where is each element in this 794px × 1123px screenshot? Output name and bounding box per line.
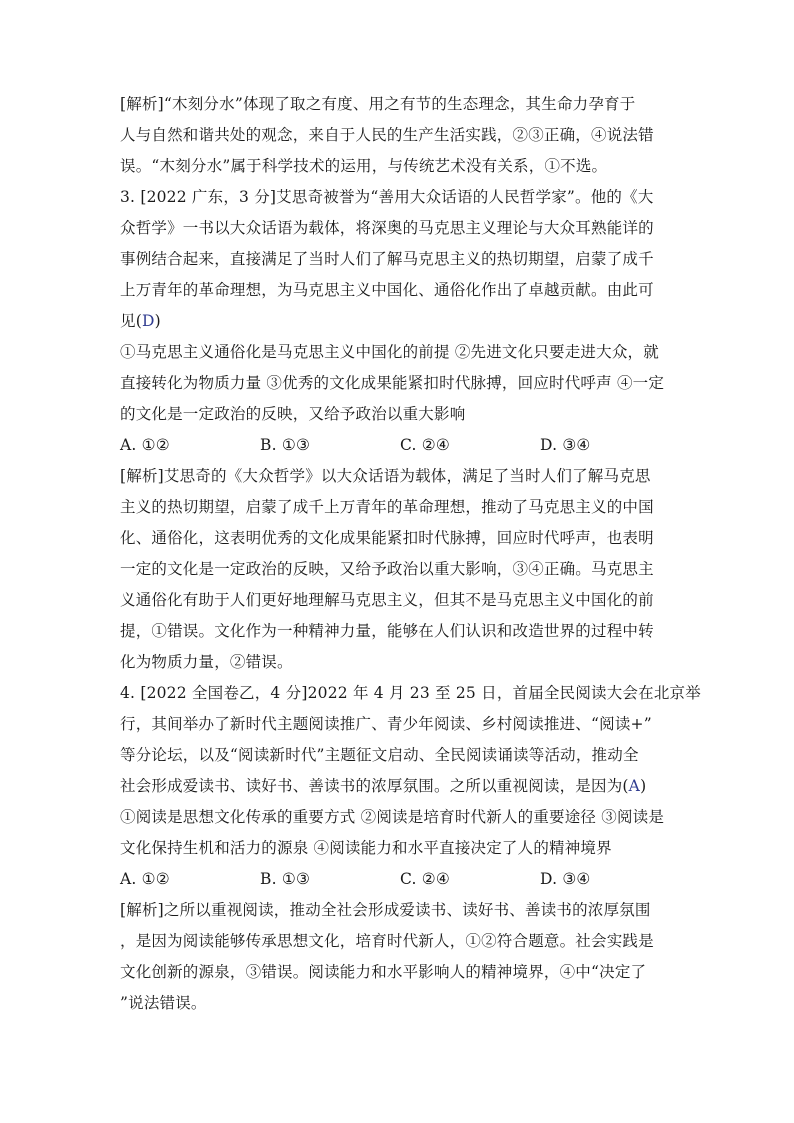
text-line: 主义的热切期望，启蒙了成千上万青年的革命理想，推动了马克思主义的中国 (120, 498, 654, 516)
text-line: 文化创新的源泉，③错误。阅读能力和水平影响人的精神境界，④中“决定了 (120, 963, 647, 981)
question-stem-end (120, 771, 680, 802)
option-d: D. ③④ (540, 870, 591, 888)
text-line: 误。“木刻分水”属于科学技术的运用，与传统艺术没有关系，①不选。 (120, 157, 608, 175)
analysis-block (120, 461, 680, 678)
question-stem-line: 4. [2022 全国卷乙，4 分]2022 年 4 月 23 至 25 日，首届全民阅读大会在北京举 (120, 684, 701, 702)
stem-end-text: 见( (120, 312, 142, 330)
options-row (120, 430, 680, 461)
question-4 (120, 678, 701, 895)
text-line: ”说法错误。 (120, 994, 207, 1012)
statement-line: 的文化是一定政治的反映，又给予政治以重大影响 (120, 405, 466, 423)
analysis-block (120, 89, 680, 182)
text-line: [解析]“木刻分水”体现了取之有度、用之有节的生态理念，其生命力孕育于 (120, 95, 636, 113)
text-line: 化、通俗化，这表明优秀的文化成果能紧扣时代脉搏，回应时代呼声，也表明 (120, 529, 654, 547)
statement-line: ①马克思主义通俗化是马克思主义中国化的前提 ②先进文化只要走进大众，就 (120, 343, 659, 361)
option-d: D. ③④ (540, 436, 591, 454)
page-content (120, 89, 701, 1019)
option-c: C. ②④ (400, 436, 450, 454)
statement-line: ①阅读是思想文化传承的重要方式 ②阅读是培育时代新人的重要途径 ③阅读是 (120, 808, 665, 826)
answer-letter: D (141, 312, 155, 330)
question-stem-line: 等分论坛，以及“阅读新时代”主题征文启动、全民阅读诵读等活动，推动全 (120, 746, 639, 764)
question-stem-line: 行，其间举办了新时代主题阅读推广、青少年阅读、乡村阅读推进、“阅读+” (120, 715, 652, 733)
text-line: 义通俗化有助于人们更好地理解马克思主义，但其不是马克思主义中国化的前 (120, 591, 654, 609)
text-line: 人与自然和谐共处的观念，来自于人民的生产生活实践，②③正确，④说法错 (120, 126, 654, 144)
text-line: 提，①错误。文化作为一种精神力量，能够在人们认识和改造世界的过程中转 (120, 622, 654, 640)
answer-letter: A (628, 777, 641, 795)
question-stem-line: 事例结合起来，直接满足了当时人们了解马克思主义的热切期望，启蒙了成千 (120, 250, 654, 268)
text-line: [解析]之所以重视阅读，推动全社会形成爱读书、读好书、善读书的浓厚氛围 (120, 901, 651, 919)
question-stem-line: 上万青年的革命理想，为马克思主义中国化、通俗化作出了卓越贡献。由此可 (120, 281, 654, 299)
text-line: ，是因为阅读能够传承思想文化，培育时代新人，①②符合题意。社会实践是 (120, 932, 654, 950)
analysis-block (120, 895, 680, 1019)
statement-line: 直接转化为物质力量 ③优秀的文化成果能紧扣时代脉搏，回应时代呼声 ④一定 (120, 374, 665, 392)
options-row (120, 864, 680, 895)
option-b: B. ①③ (260, 436, 311, 454)
question-stem-line: 3. [2022 广东，3 分]艾思奇被誉为“善用大众话语的人民哲学家”。他的《大 (120, 188, 654, 206)
option-a: A. ①② (120, 436, 170, 454)
question-3 (120, 182, 680, 461)
text-line: 化为物质力量，②错误。 (120, 653, 293, 671)
option-a: A. ①② (120, 870, 170, 888)
stem-close: ) (154, 312, 161, 330)
statement-line: 文化保持生机和活力的源泉 ④阅读能力和水平直接决定了人的精神境界 (120, 839, 612, 857)
option-c: C. ②④ (400, 870, 450, 888)
text-line: 一定的文化是一定政治的反映，又给予政治以重大影响，③④正确。马克思主 (120, 560, 654, 578)
question-stem-line: 众哲学》一书以大众话语为载体，将深奥的马克思主义理论与大众耳熟能详的 (120, 219, 654, 237)
stem-close: ) (640, 777, 647, 795)
stem-end-text: 社会形成爱读书、读好书、善读书的浓厚氛围。之所以重视阅读，是因为( (120, 777, 629, 795)
option-b: B. ①③ (260, 870, 311, 888)
question-stem-end (120, 306, 680, 337)
text-line: [解析]艾思奇的《大众哲学》以大众话语为载体，满足了当时人们了解马克思 (120, 467, 651, 485)
